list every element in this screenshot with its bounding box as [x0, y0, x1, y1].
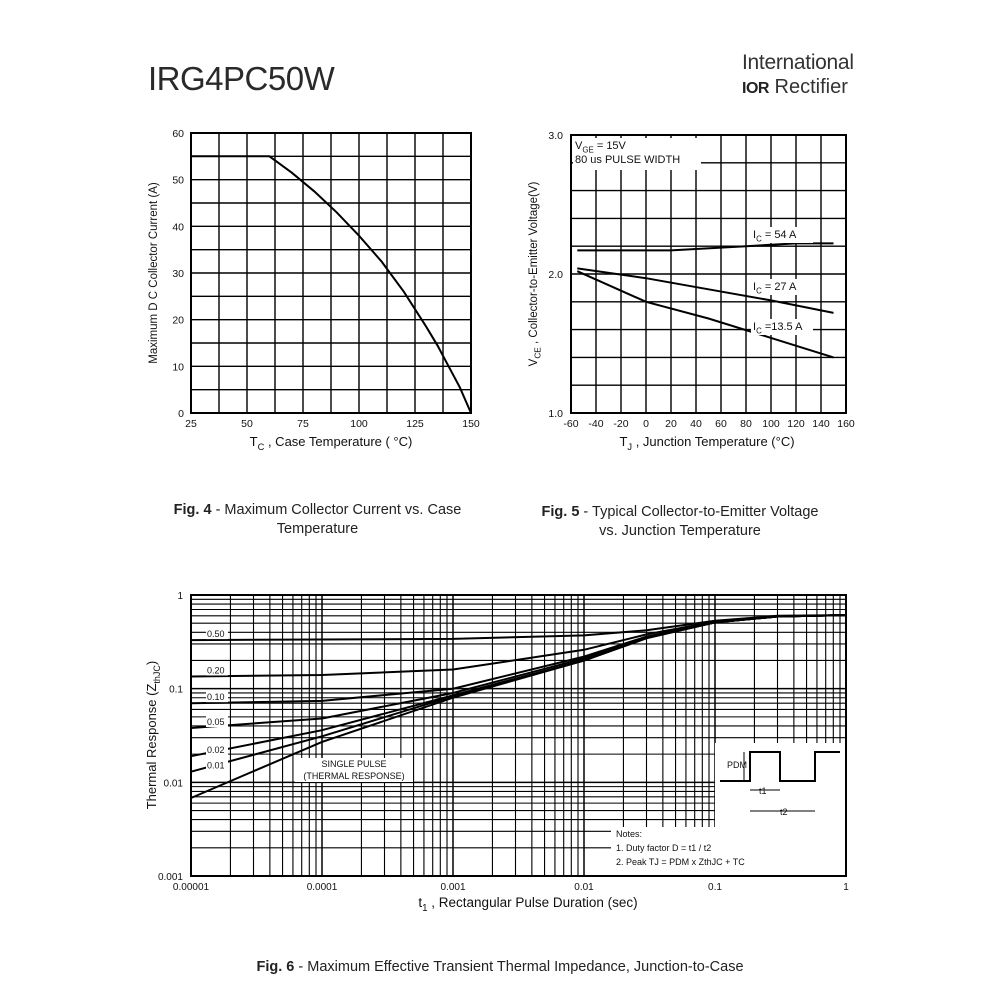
fig5-ytick-label: 1.0 [548, 408, 563, 420]
fig4-xlabel-rest: , Case Temperature ( °C) [264, 434, 413, 449]
fig5-xtick-label: -40 [588, 418, 604, 430]
fig5-series-label-sym: I [753, 321, 757, 333]
fig6-caption-number: Fig. 6 [256, 959, 295, 975]
fig4-ytick-label: 20 [172, 314, 184, 327]
fig5-xtick-label: 60 [715, 418, 727, 430]
brand-rectifier-text: Rectifier [774, 76, 848, 98]
fig6-ytick-label: 1 [177, 591, 183, 602]
fig4-xtick-label: 125 [406, 418, 424, 430]
fig6-chart [144, 591, 849, 914]
fig6-xlabel-rest: , Rectangular Pulse Duration (sec) [427, 895, 638, 910]
fig4-caption-text-b: Temperature [276, 521, 359, 537]
fig5-series-label-sub: C [756, 286, 762, 296]
fig6-series-label: 0.01 [207, 760, 225, 771]
fig6-series-line [191, 615, 846, 676]
fig5-xlabel [619, 434, 794, 452]
fig6-xlabel [418, 895, 637, 914]
fig4-xlabel-sub: C [257, 441, 265, 452]
fig5-xtick-label: 140 [812, 418, 830, 430]
fig6-ytick-label: 0.001 [157, 872, 183, 883]
fig5-series-label-rest: =13.5 A [761, 321, 803, 333]
fig5-chart [528, 130, 855, 452]
fig4-xtick-label: 25 [185, 418, 197, 430]
fig6-xtick-label: 0.00001 [172, 882, 210, 893]
fig5-series-label-rest: = 27 A [761, 281, 797, 293]
fig5-annotation-pulse: 80 us PULSE WIDTH [575, 154, 681, 166]
fig4-chart [148, 128, 480, 452]
fig6-notes-line1: 1. Duty factor D = t1 / t2 [616, 843, 712, 853]
fig5-ylabel-rest: , Collector-to-Emitter Voltage(V) [528, 181, 540, 348]
fig6-ylabel-main: Thermal Response (Z [144, 683, 159, 810]
fig6-series-label: 0.50 [207, 629, 225, 640]
fig6-inset-pdm-label: PDM [727, 760, 747, 770]
fig6-single-pulse-label: SINGLE PULSE [321, 759, 387, 769]
fig5-xtick-label: 120 [787, 418, 805, 430]
fig5-ytick-label: 3.0 [548, 130, 563, 142]
fig5-xlabel-rest: , Junction Temperature (°C) [632, 434, 795, 449]
fig6-caption-text: - Maximum Effective Transient Thermal Impedance, Junction-to-Case [294, 959, 744, 975]
fig5-annotation-vge-sym: V [575, 140, 583, 152]
fig5-xtick-label: 160 [837, 418, 855, 430]
fig6-xlabel-sub: 1 [422, 903, 428, 915]
fig6-series-label: 0.05 [207, 717, 225, 728]
fig6-single-pulse-sublabel: (THERMAL RESPONSE) [303, 771, 405, 781]
fig5-xtick-label: 100 [762, 418, 780, 430]
fig5-series-label-sym: I [753, 281, 757, 293]
fig5-xtick-label: 40 [690, 418, 702, 430]
fig5-caption-text-a: - Typical Collector-to-Emitter Voltage [579, 504, 819, 520]
fig5-xtick-label: 80 [740, 418, 752, 430]
fig5-ylabel-sub: CE [533, 347, 543, 359]
fig4-ytick-label: 60 [172, 128, 184, 140]
fig6-xtick-label: 0.01 [574, 882, 594, 893]
fig6-xlabel-sym: t [418, 895, 423, 910]
fig4-xlabel-sym: T [249, 434, 258, 449]
fig5-caption-number: Fig. 5 [541, 504, 580, 520]
fig5-series-label-sym: I [753, 229, 757, 241]
fig4-caption [150, 501, 485, 539]
fig6-xtick-label: 0.1 [708, 882, 722, 893]
fig6-series-label: 0.02 [207, 745, 225, 756]
fig4-xtick-label: 50 [241, 418, 253, 430]
fig4-ytick-label: 30 [172, 268, 184, 280]
fig6-ylabel [144, 661, 162, 810]
fig6-ylabel-sub: thJC [152, 665, 162, 684]
fig6-xtick-label: 0.001 [440, 882, 466, 893]
fig5-xtick-label: -20 [613, 418, 629, 430]
fig5-xtick-label: 0 [643, 418, 649, 430]
fig4-caption-text-a: - Maximum Collector Current vs. Case [211, 502, 462, 518]
fig5-series-label-sub: C [756, 326, 762, 336]
brand-name-line1: International [742, 51, 854, 74]
fig4-ytick-label: 0 [178, 408, 184, 420]
fig4-ytick-label: 50 [172, 174, 184, 187]
fig6-notes-line2: 2. Peak TJ = PDM x ZthJC + TC [616, 857, 745, 867]
fig6-notes-title: Notes: [616, 829, 643, 839]
fig6-xtick-label: 0.0001 [306, 882, 338, 893]
fig5-series-label-rest: = 54 A [761, 229, 797, 241]
fig4-xtick-label: 75 [297, 418, 309, 430]
fig4-ytick-label: 10 [172, 361, 184, 374]
fig5-xtick-label: -60 [563, 418, 579, 430]
fig6-series-label: 0.10 [207, 692, 225, 703]
fig5-annotation-vge-rest: = 15V [593, 140, 626, 152]
fig5-xlabel-sub: J [627, 441, 633, 452]
fig6-inset-t2-label: t2 [780, 807, 788, 817]
fig4-xtick-label: 100 [350, 418, 368, 430]
fig4-caption-number: Fig. 4 [173, 502, 212, 518]
fig6-series-label: 0.20 [207, 665, 225, 676]
fig4-ylabel: Maximum D C Collector Current (A) [148, 182, 160, 364]
fig5-xlabel-sym: T [619, 434, 628, 449]
ior-logo: IOR [742, 80, 769, 97]
fig6-ylabel-close: ) [144, 660, 159, 666]
fig5-caption-text-b: vs. Junction Temperature [599, 523, 761, 539]
fig5-caption [515, 503, 845, 541]
fig5-ylabel-sym: V [528, 358, 540, 367]
fig4-xlabel [250, 434, 413, 452]
fig5-ylabel [528, 181, 542, 366]
fig4-xtick-label: 150 [462, 418, 480, 430]
fig6-xtick-label: 1 [843, 882, 849, 893]
fig6-ytick-label: 0.1 [169, 684, 183, 696]
fig6-ytick-label: 0.01 [163, 778, 183, 790]
fig6-caption [150, 958, 850, 977]
fig5-ytick-label: 2.0 [548, 269, 563, 281]
part-number-title: IRG4PC50W [148, 60, 335, 97]
fig5-annotation-vge-sub: GE [582, 145, 594, 155]
fig6-inset-t1-label: t1 [759, 786, 767, 796]
fig4-ytick-label: 40 [172, 221, 184, 234]
fig5-xtick-label: 20 [665, 418, 677, 430]
fig5-series-label-sub: C [756, 234, 762, 244]
